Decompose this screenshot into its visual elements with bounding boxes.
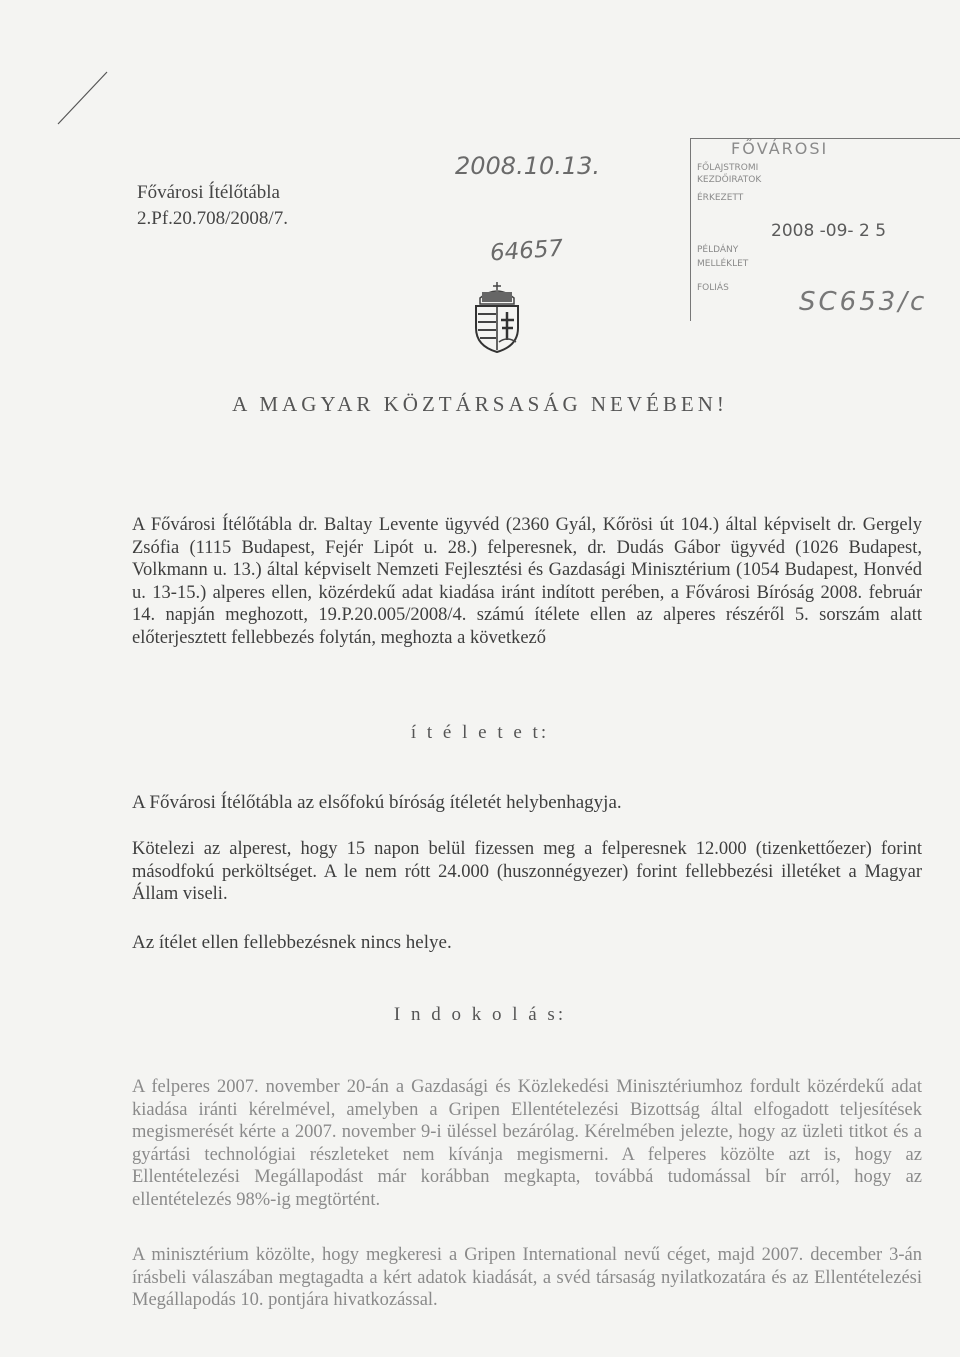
handwritten-number: 64657: [489, 235, 564, 267]
judgment-heading: í t é l e t e t:: [410, 722, 550, 743]
reasoning-paragraph-2: A minisztérium közölte, hogy megkeresi a Gripen International nevű céget, majd 2007. december 3-án írásbeli válaszában megtagadta a kért adatok kiadását, a svéd társaság nyilatkozatára és az Ellentételezési Megállapodás 10. pontjára hivatkozással.: [132, 1245, 922, 1310]
stamp-date: 2008 -09- 2 5: [771, 221, 887, 241]
reasoning-paragraph-1: A felperes 2007. november 20-án a Gazdasági és Közlekedési Minisztériumhoz fordult közérdekű adat kiadása iránti kérelmével, amelyben a Gripen Ellentételezési Bizottság által elfogadott teljesítések megismerését kérte a 2007. november 9-i üléssel bezárólag. Kérelmében jelezte, hogy az üzleti titkot és a gyártási technológiai részleteket nem kívánja megismerni. A felperes közölte azt is, hogy az Ellentételezési Megállapodást már korábban megkapta, továbbá tudomással bír arról, hogy az ellentételezés 98%-ig megtörtént.: [132, 1077, 922, 1210]
ruling-costs: Kötelezi az alperest, hogy 15 napon belül fizessen meg a felperesnek 12.000 (tizenkettőezer) forint másodfokú perköltséget. A le nem rótt 24.000 (huszonnégyezer) forint fellebbezési illetéket a Magyar Állam viseli.: [132, 839, 922, 904]
received-stamp: [690, 138, 960, 321]
stamp-line: FŐLAJSTROMI: [697, 163, 759, 173]
court-name: Fővárosi Ítélőtábla: [137, 182, 280, 203]
ruling-no-appeal: Az ítélet ellen fellebbezésnek nincs helye.: [132, 932, 452, 953]
stamp-title: FŐVÁROSI: [731, 139, 829, 158]
intro-paragraph: A Fővárosi Ítélőtábla dr. Baltay Levente ügyvéd (2360 Gyál, Kőrösi út 104.) által képviselt dr. Gergely Zsófia (1115 Budapest, Fejér Lipót u. 28.) felperesnek, dr. Dudás Gábor ügyvéd (1026 Budapest, Volkmann u. 13.) által képviselt Nemzeti Fejlesztési és Gazdasági Minisztérium (1054 Budapest, Honvéd u. 13-15.) alperes ellen, közérdekű adat kiadása iránt indított perében, a Fővárosi Bíróság 2008. február 14. napján meghozott, 19.P.20.005/2008/4. számú ítélete ellen az alperes részéről 5. sorszám alatt előterjesztett fellebbezés folytán, meghozta a következő: [132, 515, 922, 648]
stamp-line: ÉRKEZETT: [697, 193, 744, 203]
coat-of-arms-emblem: [470, 282, 524, 354]
stamp-line: PÉLDÁNY: [697, 245, 739, 255]
pen-stroke-mark: [55, 68, 115, 128]
ruling-affirm: A Fővárosi Ítélőtábla az elsőfokú bíróság ítéletét helybenhagyja.: [132, 792, 622, 813]
stamp-line: MELLÉKLET: [697, 259, 749, 269]
case-number: 2.Pf.20.708/2008/7.: [137, 208, 288, 229]
court-header: [137, 180, 288, 232]
handwritten-date: 2008.10.13.: [455, 152, 601, 180]
document-title: A MAGYAR KÖZTÁRSASÁG NEVÉBEN!: [232, 392, 728, 416]
stamp-handwriting: SC653/c: [799, 287, 928, 317]
reasoning-heading: I n d o k o l á s:: [393, 1004, 567, 1025]
stamp-line: FOLIÁS: [697, 283, 729, 293]
stamp-line: KEZDŐIRATOK: [697, 175, 762, 185]
